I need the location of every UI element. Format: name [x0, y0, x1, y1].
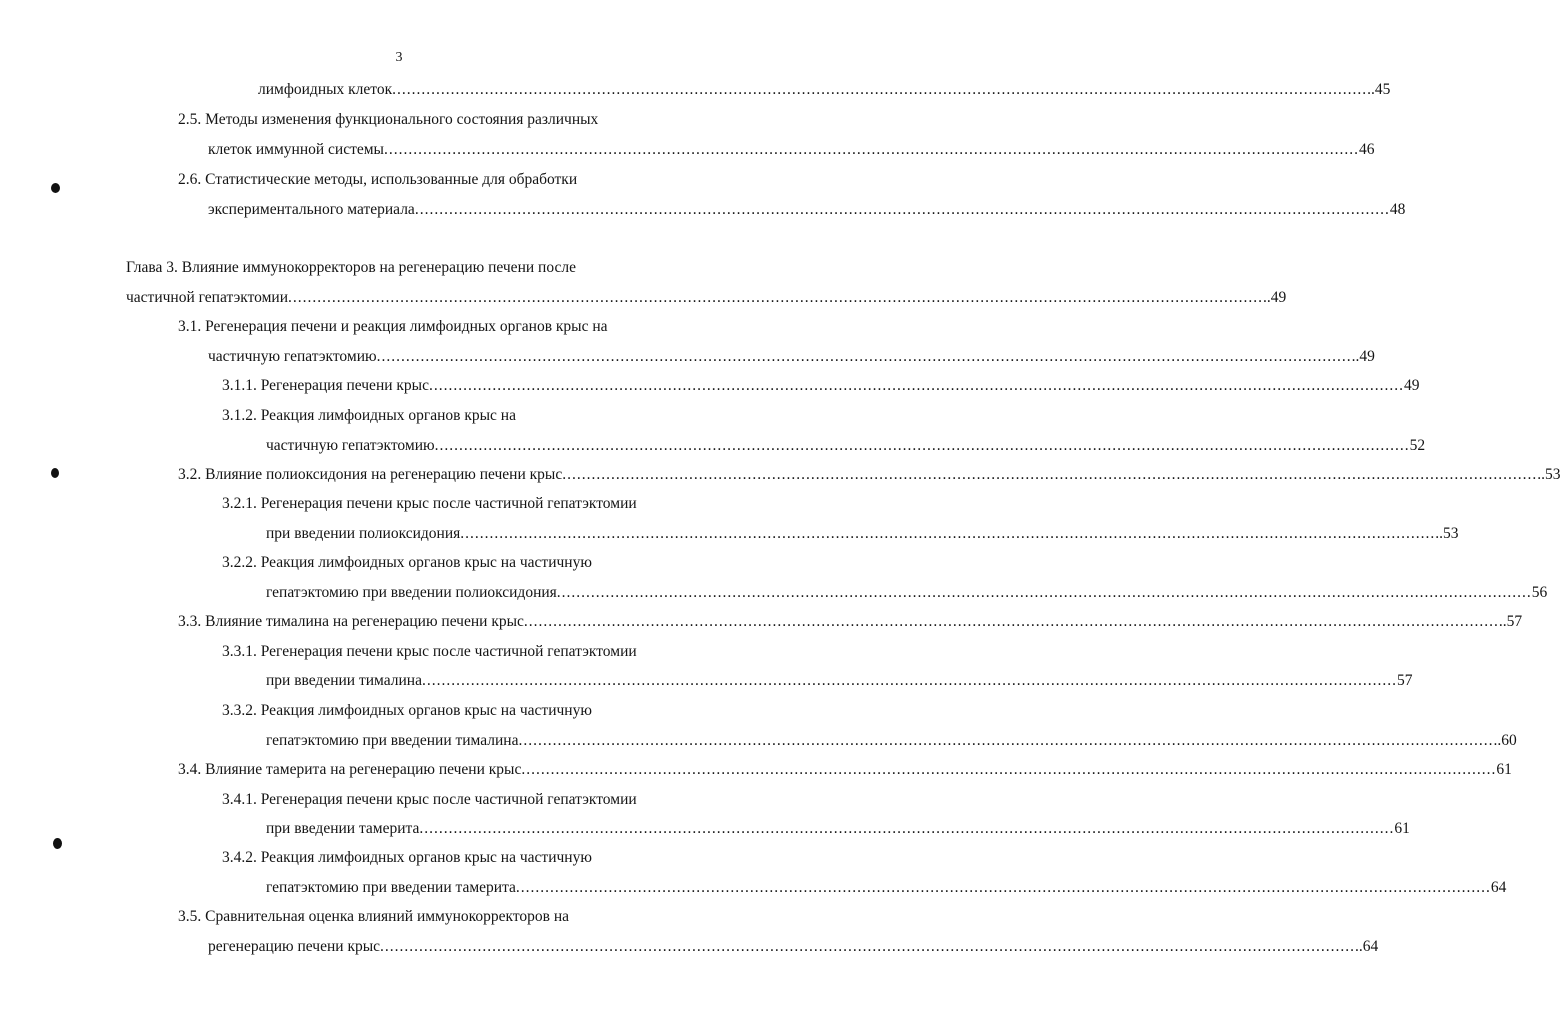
toc-line	[266, 819, 1410, 839]
toc-line	[222, 553, 592, 573]
toc-line	[222, 406, 516, 426]
toc-line	[126, 288, 1287, 308]
toc-line	[266, 524, 1459, 544]
toc-text: 3.5. Сравнительная оценка влияний иммунокорректоров на	[178, 908, 570, 925]
toc-text: Глава 3. Влияние иммунокорректоров на регенерацию печени после	[126, 259, 576, 276]
toc-text: 3.2.2. Реакция лимфоидных органов крыс на частичную	[222, 554, 592, 571]
toc-page: 57	[1396, 672, 1413, 689]
toc-text: гепатэктомию при введении полиоксидония	[266, 584, 557, 601]
toc-line	[266, 436, 1426, 456]
toc-page: 48	[1389, 201, 1406, 218]
toc-page: 52	[1409, 437, 1426, 454]
toc-page: ..60	[1493, 732, 1517, 749]
toc-text: 3.2. Влияние полиоксидония на регенерацию печени крыс	[178, 466, 563, 483]
toc-text: лимфоидных клеток	[258, 81, 393, 98]
toc-text: 3.4.2. Реакция лимфоидных органов крыс на частичную	[222, 849, 592, 866]
toc-page: ..53	[1537, 466, 1560, 483]
leader-dots: ........................................................................................................................................................................................................	[421, 672, 1397, 689]
toc-text: при введении тамерита	[266, 820, 420, 837]
toc-text: частичной гепатэктомии	[126, 289, 289, 306]
toc-text: регенерацию печени крыс	[208, 938, 381, 955]
leader-dots: ........................................................................................................................................................................................................	[383, 141, 1359, 158]
toc-text: гепатэктомию при введении тамерита	[266, 879, 516, 896]
toc-page: 64	[1490, 879, 1507, 896]
toc-text: при введении полиоксидония	[266, 525, 461, 542]
toc-text: 2.6. Статистические методы, использованные для обработки	[178, 171, 578, 188]
toc-page: ..45	[1367, 81, 1391, 98]
toc-text: частичную гепатэктомию	[266, 437, 435, 454]
toc-text: экспериментального материала	[208, 201, 415, 218]
toc-line	[258, 80, 1391, 100]
toc-line	[178, 170, 577, 190]
toc-text: 3.3. Влияние тималина на регенерацию печени крыс	[178, 613, 524, 630]
leader-dots: ........................................................................................................................................................................................................	[428, 377, 1404, 394]
punch-hole-mark	[51, 183, 60, 193]
toc-line	[222, 494, 637, 514]
toc-line	[178, 612, 1523, 632]
toc-page: ..53	[1435, 525, 1459, 542]
toc-page: 61	[1496, 761, 1512, 778]
toc-text: частичную гепатэктомию	[208, 348, 377, 365]
toc-page: 46	[1358, 141, 1375, 158]
leader-dots: ........................................................................................................................................................................................................	[380, 938, 1356, 955]
toc-page: ..49	[1351, 348, 1375, 365]
toc-line	[222, 701, 592, 721]
toc-text: 3.4.1. Регенерация печени крыс после частичной гепатэктомии	[222, 791, 637, 808]
leader-dots: ........................................................................................................................................................................................................	[414, 201, 1390, 218]
leader-dots: ........................................................................................................................................................................................................	[288, 289, 1264, 306]
toc-text: 3.3.1. Регенерация печени крыс после частичной гепатэктомии	[222, 643, 637, 660]
toc-line	[222, 790, 637, 810]
leader-dots: ........................................................................................................................................................................................................	[523, 613, 1499, 630]
toc-page: 56	[1531, 584, 1548, 601]
toc-text: при введении тималина	[266, 672, 422, 689]
leader-dots: ........................................................................................................................................................................................................	[460, 525, 1436, 542]
leader-dots: ........................................................................................................................................................................................................	[556, 584, 1532, 601]
toc-line	[208, 200, 1406, 220]
toc-text: 3.3.2. Реакция лимфоидных органов крыс на частичную	[222, 702, 592, 719]
toc-line	[208, 937, 1379, 957]
toc-text: гепатэктомию при введении тималина	[266, 732, 519, 749]
toc-line	[266, 731, 1517, 751]
toc-line	[266, 878, 1507, 898]
toc-text: клеток иммунной системы	[208, 141, 384, 158]
toc-line	[266, 671, 1413, 691]
toc-line	[222, 848, 592, 868]
toc-text: 2.5. Методы изменения функционального состояния различных	[178, 111, 599, 128]
toc-page: 61	[1394, 820, 1410, 837]
toc-page: ..64	[1355, 938, 1379, 955]
page-number: 3	[395, 50, 403, 65]
leader-dots: ........................................................................................................................................................................................................	[392, 81, 1368, 98]
toc-text: 3.1. Регенерация печени и реакция лимфоидных органов крыс на	[178, 318, 608, 335]
toc-line	[178, 907, 569, 927]
toc-text: 3.4. Влияние тамерита на регенерацию печени крыс	[178, 761, 522, 778]
toc-page: ..49	[1263, 289, 1287, 306]
toc-line	[178, 465, 1560, 485]
punch-hole-mark	[53, 838, 62, 849]
toc-text: 3.1.2. Реакция лимфоидных органов крыс на	[222, 407, 516, 424]
punch-hole-mark	[51, 468, 59, 478]
leader-dots: ........................................................................................................................................................................................................	[562, 466, 1538, 483]
leader-dots: ........................................................................................................................................................................................................	[518, 732, 1494, 749]
leader-dots: ........................................................................................................................................................................................................	[434, 437, 1410, 454]
toc-line	[178, 317, 608, 337]
toc-page: 49	[1403, 377, 1420, 394]
toc-line	[126, 258, 576, 278]
toc-line	[178, 760, 1512, 780]
leader-dots: ........................................................................................................................................................................................................	[521, 761, 1497, 778]
toc-text: 3.2.1. Регенерация печени крыс после частичной гепатэктомии	[222, 495, 637, 512]
toc-line	[208, 140, 1375, 160]
leader-dots: ........................................................................................................................................................................................................	[376, 348, 1352, 365]
toc-line	[208, 347, 1375, 367]
toc-text: 3.1.1. Регенерация печени крыс	[222, 377, 429, 394]
toc-line	[222, 642, 637, 662]
toc-line	[178, 110, 598, 130]
leader-dots: ........................................................................................................................................................................................................	[515, 879, 1491, 896]
toc-line	[222, 376, 1420, 396]
toc-line	[266, 583, 1548, 603]
toc-page: ..57	[1498, 613, 1523, 630]
leader-dots: ........................................................................................................................................................................................................	[419, 820, 1395, 837]
